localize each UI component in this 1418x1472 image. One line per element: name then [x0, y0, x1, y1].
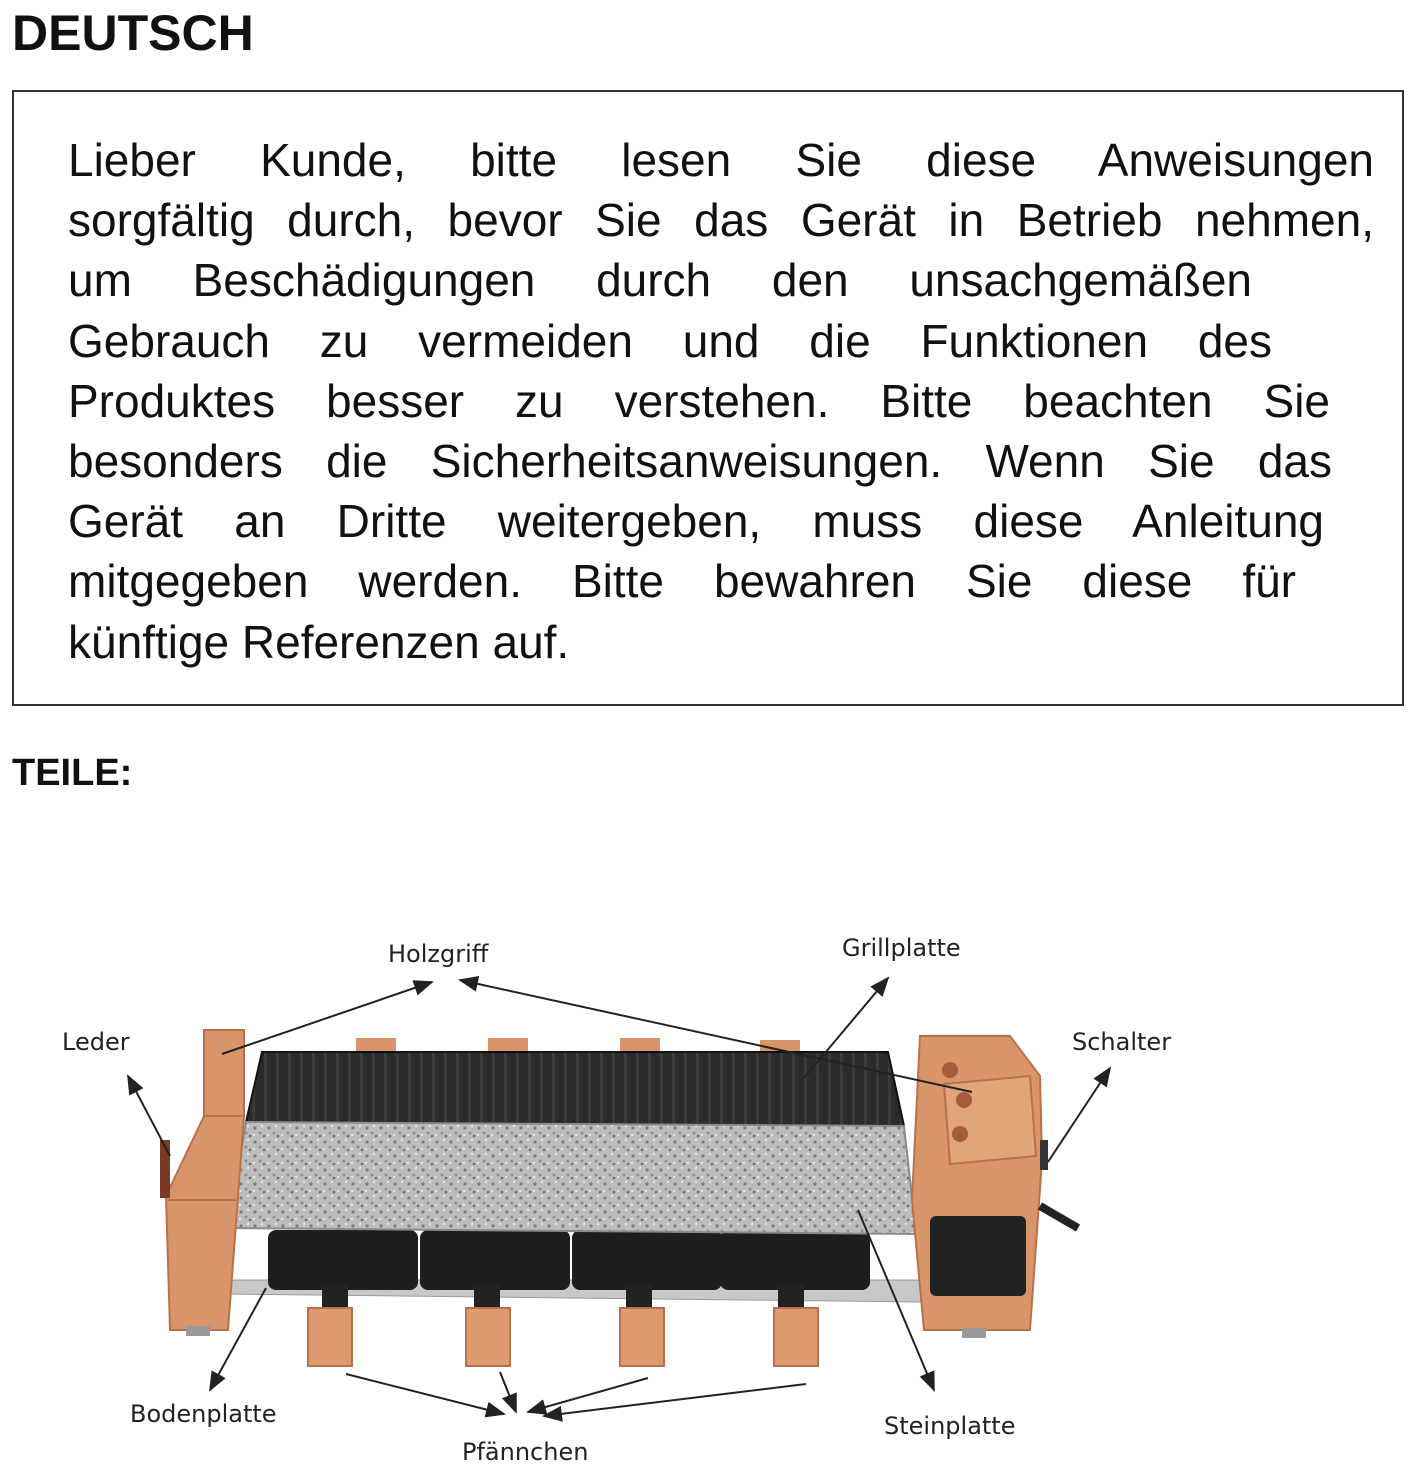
intro-paragraph — [68, 130, 1374, 672]
left-wood-side — [160, 1030, 244, 1336]
raclette-parts-diagram — [0, 900, 1418, 1472]
right-wood-side — [912, 1036, 1078, 1338]
intro-box — [12, 90, 1404, 706]
label-bodenplatte: Bodenplatte — [130, 1400, 277, 1428]
intro-line: Gerät an Dritte weitergeben, muss diese Anleitung — [68, 495, 1324, 548]
parts-title: TEILE: — [12, 752, 133, 794]
intro-line: um Beschädigungen durch den unsachgemäßen — [68, 254, 1252, 307]
intro-line: Lieber Kunde, bitte lesen Sie diese Anweisungen — [68, 134, 1374, 186]
label-holzgriff: Holzgriff — [388, 940, 489, 968]
intro-line: mitgegeben werden. Bitte bewahren Sie diese für — [68, 555, 1296, 608]
intro-line: Gebrauch zu vermeiden und die Funktionen des — [68, 314, 1272, 367]
stone-plate — [228, 1122, 916, 1234]
label-schalter: Schalter — [1072, 1028, 1172, 1056]
intro-line: künftige Referenzen auf. — [68, 615, 570, 668]
intro-line: Produktes besser zu verstehen. Bitte beachten Sie — [68, 374, 1330, 427]
label-leder: Leder — [62, 1028, 130, 1056]
intro-line: besonders die Sicherheitsanweisungen. Wenn Sie das — [68, 435, 1332, 488]
label-pfaennchen: Pfännchen — [462, 1438, 589, 1466]
label-grillplatte: Grillplatte — [842, 934, 961, 962]
section-title: DEUTSCH — [12, 5, 254, 61]
intro-line: sorgfältig durch, bevor Sie das Gerät in Betrieb nehmen, — [68, 194, 1374, 247]
grill-plate — [246, 1052, 904, 1126]
label-steinplatte: Steinplatte — [884, 1412, 1016, 1440]
